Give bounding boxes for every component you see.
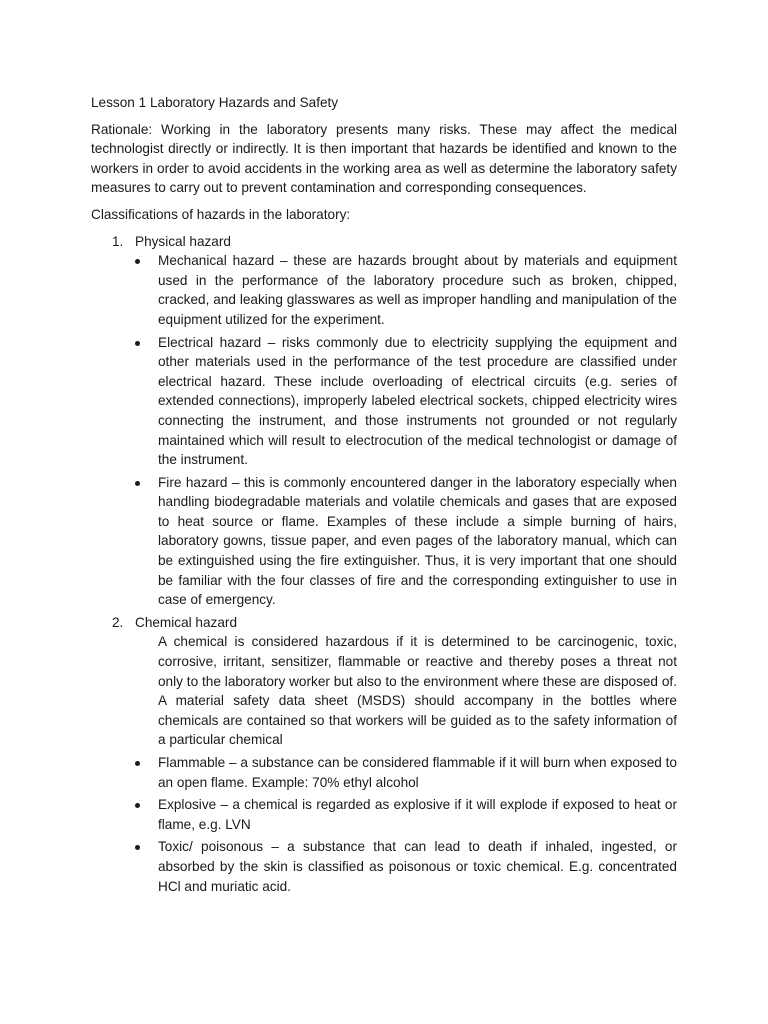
bullet-icon bbox=[135, 803, 140, 808]
bullet-toxic-poisonous bbox=[135, 837, 677, 896]
lesson-title: Lesson 1 Laboratory Hazards and Safety bbox=[91, 95, 339, 110]
bullet-explosive bbox=[135, 795, 677, 834]
physical-hazard-bullets bbox=[135, 251, 677, 610]
bullet-icon bbox=[135, 341, 140, 346]
rationale-paragraph: Rationale: Working in the laboratory presents many risks. These may affect the medical technologist directly or indirectly. It is then important that hazards be identified and known to the workers in order to avoid accidents in the working area as well as determine the laboratory safety measures to carry out to prevent contamination and corresponding consequences. bbox=[91, 121, 677, 196]
classifications-heading: Classifications of hazards in the laboratory: bbox=[91, 206, 351, 222]
bullet-text: Electrical hazard – risks commonly due to electricity supplying the equipment and other materials used in the performance of the test procedure are classified under electrical hazard. These include overloading of electrical circuits (e.g. series of extended connections), improperly labeled electrical sockets, chipped electricity wires connecting the instrument, and those instruments not grounded or not regularly maintained which will result to electrocution of the medical technologist or damage of the instrument. bbox=[158, 334, 677, 468]
bullet-icon bbox=[135, 259, 140, 264]
section-chemical-hazard bbox=[91, 613, 677, 896]
bullet-text: Toxic/ poisonous – a substance that can lead to death if inhaled, ingested, or absorbed by the skin is classified as poisonous or toxic chemical. E.g. concentrated HCl and muriatic acid. bbox=[158, 839, 677, 894]
bullet-text: Fire hazard – this is commonly encountered danger in the laboratory especially when handling biodegradable materials and volatile chemicals and gases that are exposed to heat source or flame. Examples of these include a simple burning of hairs, laboratory gowns, tissue paper, and even pages of the laboratory manual, which can be extinguished using the fire extinguisher. Thus, it is very important that one should be familiar with the four classes of fire and the corresponding extinguisher to use in case of emergency. bbox=[158, 474, 677, 608]
section-heading: Chemical hazard bbox=[135, 614, 237, 630]
section-number: 2. bbox=[112, 614, 124, 630]
bullet-flammable bbox=[135, 753, 677, 792]
hazard-sections-list bbox=[91, 232, 677, 897]
bullet-text: Mechanical hazard – these are hazards brought about by materials and equipment used in the performance of the laboratory procedure such as broken, chipped, cracked, and leaking glasswares as well as improper handling and manipulation of the equipment utilized for the experiment. bbox=[158, 253, 677, 327]
bullet-icon bbox=[135, 845, 140, 850]
section-heading: Physical hazard bbox=[135, 233, 231, 249]
bullet-icon bbox=[135, 761, 140, 766]
bullet-text: Explosive – a chemical is regarded as explosive if it will explode if exposed to heat or flame, e.g. LVN bbox=[158, 797, 677, 832]
document-page bbox=[91, 93, 677, 899]
bullet-electrical-hazard bbox=[135, 333, 677, 470]
bullet-fire-hazard bbox=[135, 473, 677, 610]
bullet-icon bbox=[135, 481, 140, 486]
section-number: 1. bbox=[112, 233, 124, 249]
bullet-text: Flammable – a substance can be considered flammable if it will burn when exposed to an open flame. Example: 70% ethyl alcohol bbox=[158, 755, 677, 790]
bullet-mechanical-hazard bbox=[135, 251, 677, 329]
chemical-hazard-bullets bbox=[135, 753, 677, 896]
section-physical-hazard bbox=[91, 232, 677, 610]
chemical-hazard-intro: A chemical is considered hazardous if it is determined to be carcinogenic, toxic, corrosive, irritant, sensitizer, flammable or reactive and thereby poses a threat not only to the laboratory worker but also to the environment where these are disposed of. A material safety data sheet (MSDS) should accompany in the bottles where chemicals are contained so that workers will be guided as to the safety information of a particular chemical bbox=[158, 634, 677, 748]
